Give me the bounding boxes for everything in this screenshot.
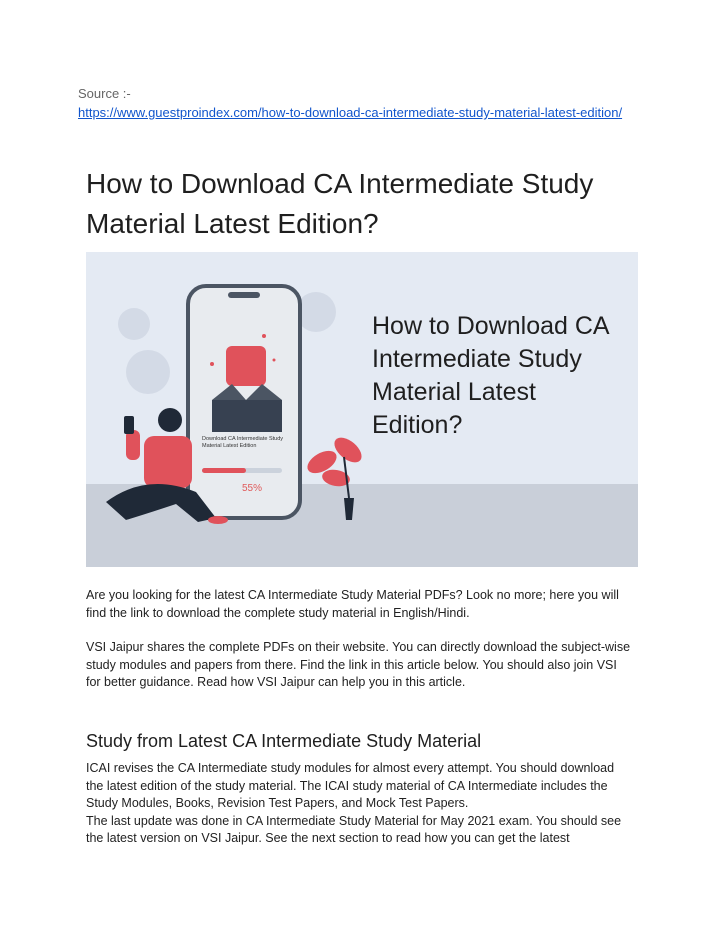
phone-caption: Download CA Intermediate Study Material Latest Edition	[202, 436, 284, 449]
study-paragraph: ICAI revises the CA Intermediate study modules for almost every attempt. You should download the latest edition of the study material. The ICAI study material of CA Intermediate includes the Study Modules, Books, Revision Test Papers, and Mock Test Papers. The last update was done in CA Intermediate Study Material for May 2021 exam. You should see the latest version on VSI Jaipur. See the next section to read how you can get the latest	[86, 761, 622, 845]
phone-notch	[228, 292, 260, 298]
source-link[interactable]: https://www.guestproindex.com/how-to-download-ca-intermediate-study-material-latest-edition/	[78, 105, 623, 120]
section-heading: Study from Latest CA Intermediate Study Material	[86, 731, 482, 751]
cube-icon	[226, 346, 266, 386]
intro-paragraph: Are you looking for the latest CA Intermediate Study Material PDFs? Look no more; here you will find the link to download the complete study material in English/Hindi.	[86, 588, 619, 620]
source-label: Source :-	[78, 86, 131, 101]
page-title: How to Download CA Intermediate Study Material Latest Edition?	[86, 168, 594, 239]
progress-label: 55%	[241, 483, 262, 494]
box-icon	[212, 400, 282, 432]
hero-heading: How to Download CA Intermediate Study Material Latest Edition?	[372, 312, 609, 439]
vsi-paragraph: VSI Jaipur shares the complete PDFs on their website. You can directly download the subject-wise study modules and papers from there. Find the link in this article below. You should also join VSI for better guidance. Read how VSI Jaipur can help you in this article.	[86, 640, 631, 689]
progress-fill	[202, 468, 246, 473]
source-block	[78, 84, 644, 122]
hero-image	[86, 252, 638, 567]
